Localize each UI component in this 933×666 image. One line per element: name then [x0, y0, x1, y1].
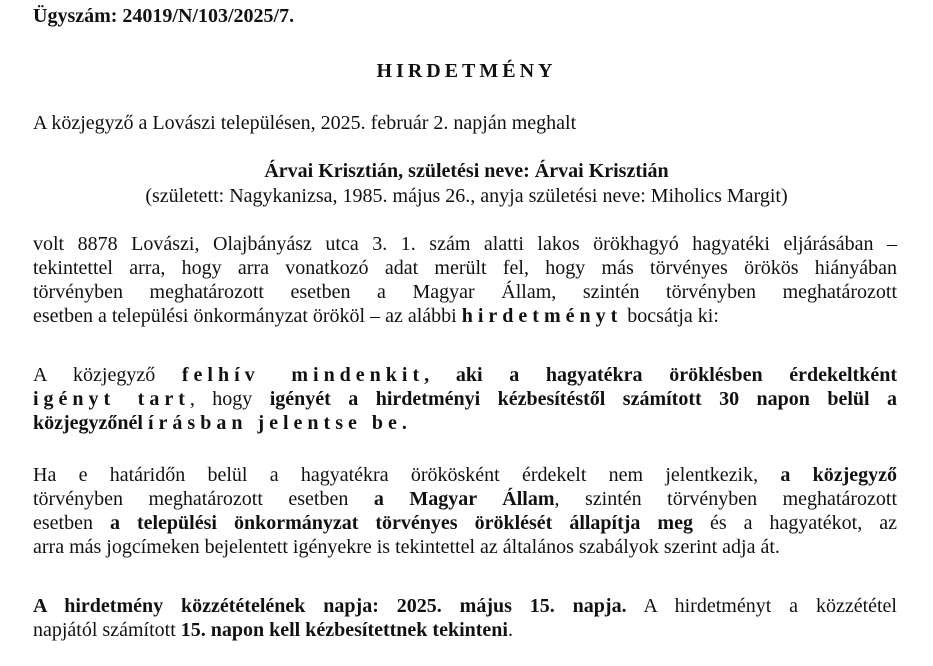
paragraph-line: [33, 363, 897, 387]
paragraph-estate-proceeding: [33, 232, 897, 328]
text-segment: esetben: [33, 512, 110, 534]
document-title: HIRDETMÉNY: [376, 60, 557, 82]
paragraph-line: [33, 511, 897, 535]
text-segment: napjától számított: [33, 619, 181, 641]
emphasis-in-writing: írásban jelentse be.: [147, 412, 412, 434]
emphasis-text: , aki a hagyatékra öröklésben érdekeltként: [424, 364, 897, 386]
paragraph-line: volt 8878 Lovászi, Olajbányász utca 3. 1. szám alatti lakos örökhagyó hagyatéki eljárásában –: [33, 233, 897, 255]
case-number: Ügyszám: 24019/N/103/2025/7.: [33, 5, 295, 27]
paragraph-line: arra más jogcímeken bejelentett igényekre is tekintettel az általános szabályok szerint adja át.: [33, 536, 780, 558]
deceased-details: (született: Nagykanizsa, 1985. május 26., anyja születési neve: Miholics Margit): [145, 185, 788, 207]
paragraph-line: törvényben meghatározott esetben a Magyar Állam, szintén törvényben meghatározott: [33, 281, 897, 303]
text-segment: esetben a települési önkormányzat örököl – az alábbi: [33, 305, 462, 327]
text-segment: A hirdetményt a közzététel: [626, 595, 897, 617]
emphasis-call: felhív mindenkit: [181, 364, 425, 386]
paragraph-line: [33, 411, 897, 435]
paragraph-publication-date: [33, 594, 897, 642]
emphasis-text: a Magyar Állam: [373, 488, 555, 510]
paragraph-line: [33, 463, 897, 487]
paragraph-line: [33, 387, 897, 411]
emphasis-text: 15. napon kell kézbesítettnek tekinteni: [180, 619, 508, 641]
paragraph-line: [33, 618, 897, 642]
text-segment: és a hagyatékot, az: [692, 512, 897, 534]
text-segment: , szintén törvényben meghatározott: [554, 488, 898, 510]
paragraph-deadline-consequence: [33, 463, 897, 559]
emphasis-text: közjegyzőnél: [33, 412, 148, 434]
emphasis-text: igényét a hirdetményi kézbesítéstől számított 30 napon belül a: [269, 388, 898, 410]
deceased-name: Árvai Krisztián, születési neve: Árvai Krisztián: [264, 160, 669, 182]
text-segment: törvényben meghatározott esetben: [33, 488, 374, 510]
text-segment: A közjegyző: [33, 364, 182, 386]
paragraph-line: [33, 487, 897, 511]
text-segment: Ha e határidőn belül a hagyatékra örökösként érdekelt nem jelentkezik,: [33, 464, 781, 486]
text-segment: bocsátja ki:: [622, 305, 719, 327]
text-segment: , hogy: [189, 388, 270, 410]
intro-text: A közjegyző a Lovászi településen, 2025. február 2. napján meghalt: [33, 112, 577, 134]
paragraph-line: tekintettel arra, hogy arra vonatkozó adat merült fel, hogy más törvényes örökös hiányában: [33, 257, 897, 279]
paragraph-line: [33, 594, 897, 618]
paragraph-call-for-claims: [33, 363, 897, 435]
emphasis-text: A hirdetmény közzétételének napja: 2025. május 15. napja.: [33, 595, 627, 617]
emphasis-text: a közjegyző: [780, 464, 897, 486]
paragraph-line: [33, 304, 897, 328]
emphasis-text: a települési önkormányzat törvényes öröklését állapítja meg: [109, 512, 693, 534]
emphasis-notice: hirdetményt: [461, 305, 623, 327]
text-segment: .: [508, 619, 513, 641]
emphasis-claim: igényt tart: [33, 388, 190, 410]
